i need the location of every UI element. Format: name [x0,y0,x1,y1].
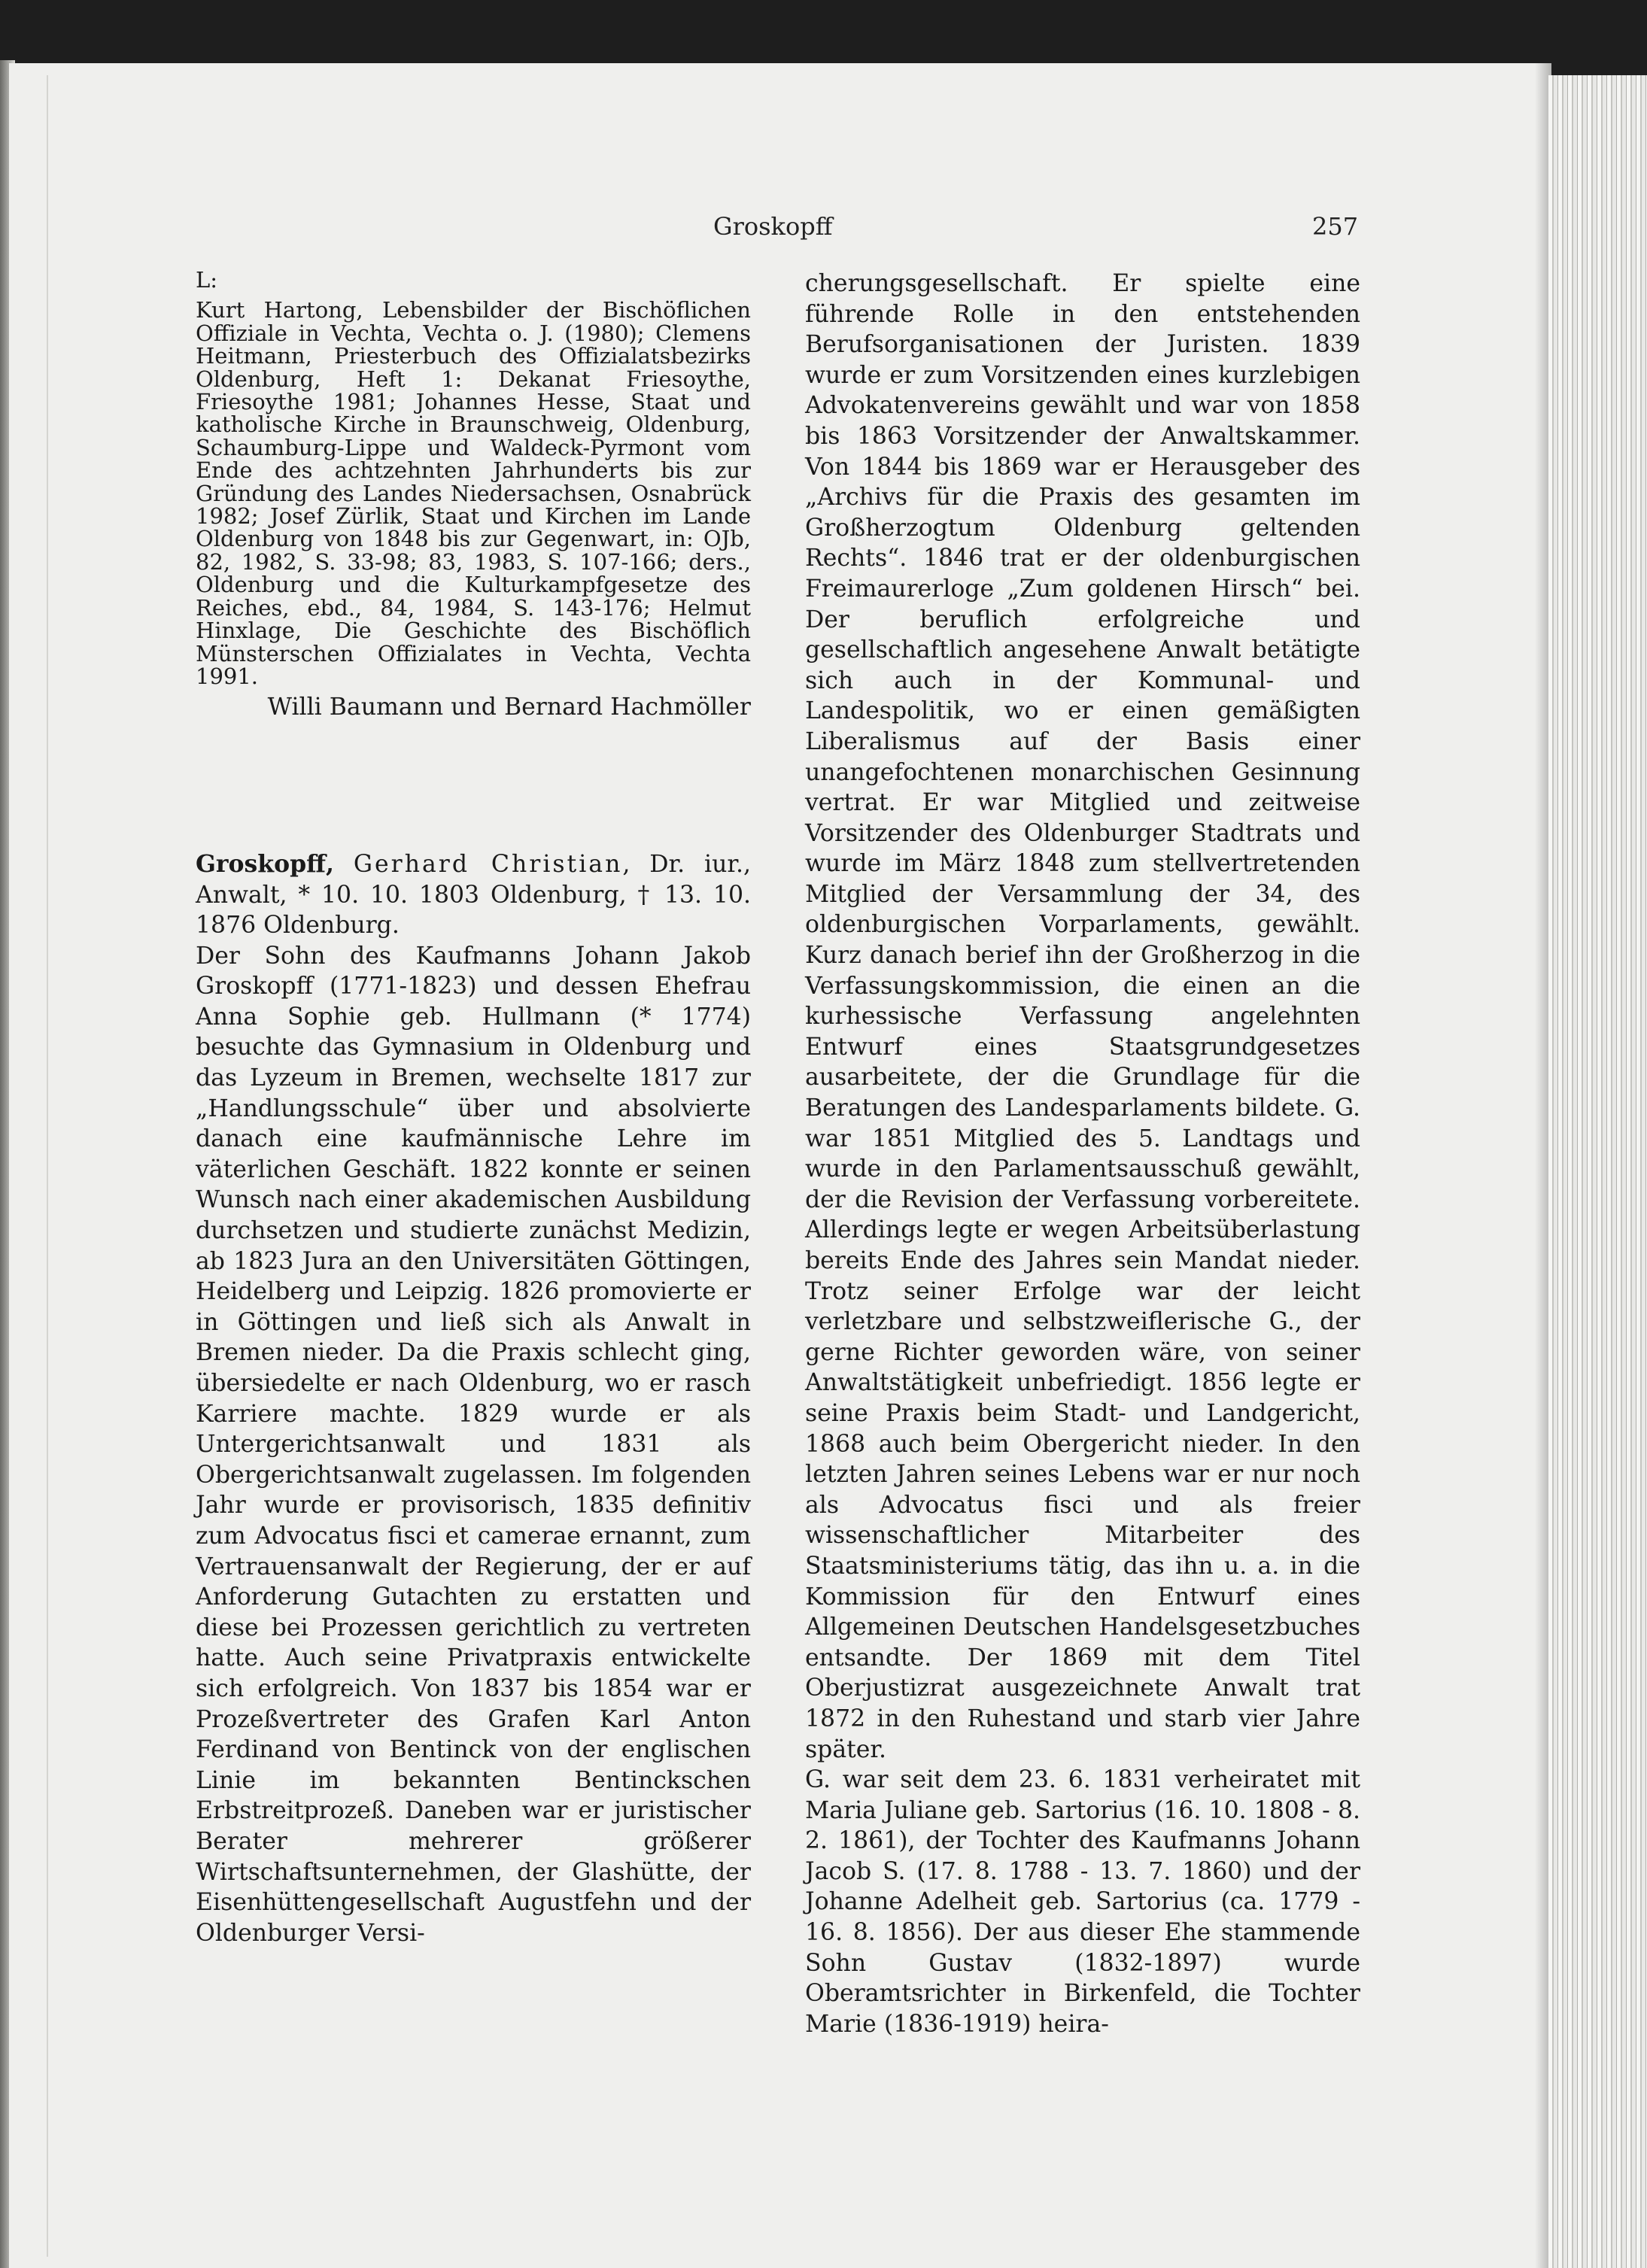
gutter-line [47,75,48,2257]
left-column [196,269,751,1948]
entry-name: Groskopff, [196,849,334,878]
right-column [805,269,1360,2039]
page-block-edges [1548,75,1647,2268]
previous-entry-authors: Willi Baumann und Bernard Hachmöller [267,694,751,721]
literature-list: Kurt Hartong, Lebensbilder der Bischöflichen Offiziale in Vechta, Vechta o. J. (1980); Clemens Heitmann, Priesterbuch des Offizialatsbezirks Oldenburg, Heft 1: Dekanat Friesoythe, Friesoythe 1981; Johannes Hesse, Staat und katholische Kirche in Braunschweig, Oldenburg, Schaumburg-Lippe und Waldeck-Pyrmont vom Ende des achtzehnten Jahrhunderts bis zur Gründung des Landes Niedersachsen, Osnabrück 1982; Josef Zürlik, Staat und Kirchen im Lande Oldenburg von 1848 bis zur Gegenwart, in: OJb, 82, 1982, S. 33-98; 83, 1983, S. 107-166; ders., Oldenburg und die Kulturkampfgesetze des Reiches, ebd., 84, 1984, S. 143-176; Helmut Hinxlage, Die Geschichte des Bischöflich Münsterschen Offizialates in Vechta, Vechta 1991. [196,297,751,689]
running-head: Groskopff [713,212,833,241]
literature-label: L: [196,267,218,293]
entry-heading-details: , Dr. iur., Anwalt, * 10. 10. 1803 Oldenburg, † 13. 10. 1876 Oldenburg. [196,850,751,940]
entry-body-right-paragraph-2: G. war seit dem 23. 6. 1831 verheiratet mit Maria Juliane geb. Sartorius (16. 10. 1808 - 8. 2. 1861), der Tochter des Kaufmanns Johann Jacob S. (17. 8. 1788 - 13. 7. 1860) und der Johanne Adelheit geb. Sartorius (ca. 1779 - 16. 8. 1856). Der aus dieser Ehe stammende Sohn Gustav (1832-1897) wurde Oberamtsrichter in Birkenfeld, die Tochter Marie (1836-1919) heira- [805,1766,1360,2038]
page-number: 257 [1312,212,1359,241]
entry-given-names: Gerhard Christian [353,850,623,878]
entry-body-left: Der Sohn des Kaufmanns Johann Jakob Groskopff (1771-1823) und dessen Ehefrau Anna Sophie geb. Hullmann (* 1774) besuchte das Gymnasium in Oldenburg und das Lyzeum in Bremen, wechselte 1817 zur „Handlungsschule“ über und absolvierte danach eine kaufmännische Lehre im väterlichen Geschäft. 1822 konnte er seinen Wunsch nach einer akademischen Ausbildung durchsetzen und studierte zunächst Medizin, ab 1823 Jura an den Universitäten Göttingen, Heidelberg und Leipzig. 1826 promovierte er in Göttingen und ließ sich als Anwalt in Bremen nieder. Da die Praxis schlecht ging, übersiedelte er nach Oldenburg, wo er rasch Karriere machte. 1829 wurde er als Untergerichtsanwalt und 1831 als Obergerichtsanwalt zugelassen. Im folgenden Jahr wurde er provisorisch, 1835 definitiv zum Advocatus fisci et camerae ernannt, zum Vertrauensanwalt der Regierung, der er auf Anforderung Gutachten zu erstatten und diese bei Prozessen gerichtlich zu vertreten hatte. Auch seine Privatpraxis entwickelte sich erfolgreich. Von 1837 bis 1854 war er Prozeßvertreter des Grafen Karl Anton Ferdinand von Bentinck von der englischen Linie im bekannten Bentinckschen Erbstreitprozeß. Daneben war er juristischer Berater mehrerer größerer Wirtschaftsunternehmen, der Glashütte, der Eisenhüttengesellschaft Augustfehn und der Oldenburger Versi- [196,942,751,1947]
entry-body-right-paragraph-1: cherungsgesellschaft. Er spielte eine führende Rolle in den entstehenden Berufsorganisationen der Juristen. 1839 wurde er zum Vorsitzenden eines kurzlebigen Advokatenvereins gewählt und war von 1858 bis 1863 Vorsitzender der Anwaltskammer. Von 1844 bis 1869 war er Herausgeber des „Archivs für die Praxis des gesamten im Großherzogtum Oldenburg geltenden Rechts“. 1846 trat er der oldenburgischen Freimaurerloge „Zum goldenen Hirsch“ bei. Der beruflich erfolgreiche und gesellschaftlich angesehene Anwalt betätigte sich auch in der Kommunal- und Landespolitik, wo er einen gemäßigten Liberalismus auf der Basis einer unangefochtenen monarchischen Gesinnung vertrat. Er war Mitglied und zeitweise Vorsitzender des Oldenburger Stadtrats und wurde im März 1848 zum stellvertretenden Mitglied der Versammlung der 34, des oldenburgischen Vorparlaments, gewählt. Kurz danach berief ihn der Großherzog in die Verfassungskommission, die einen an die kurhessische Verfassung angelehnten Entwurf eines Staatsgrundgesetzes ausarbeitete, der die Grundlage für die Beratungen des Landesparlaments bildete. G. war 1851 Mitglied des 5. Landtags und wurde in den Parlamentsausschuß gewählt, der die Revision der Verfassung vorbereitete. Allerdings legte er wegen Arbeitsüberlastung bereits Ende des Jahres sein Mandat nieder. Trotz seiner Erfolge war der leicht verletzbare und selbstzweiflerische G., der gerne Richter geworden wäre, von seiner Anwaltstätigkeit unbefriedigt. 1856 legte er seine Praxis beim Stadt- und Landgericht, 1868 auch beim Obergericht nieder. In den letzten Jahren seines Lebens war er nur noch als Advocatus fisci und als freier wissenschaftlicher Mitarbeiter des Staatsministeriums tätig, das ihn u. a. in die Kommission für den Entwurf eines Allgemeinen Deutschen Handelsgesetzbuches entsandte. Der 1869 mit dem Titel Oberjustizrat ausgezeichnete Anwalt trat 1872 in den Ruhestand und starb vier Jahre später. [805,270,1360,1763]
entry-heading [196,849,751,941]
